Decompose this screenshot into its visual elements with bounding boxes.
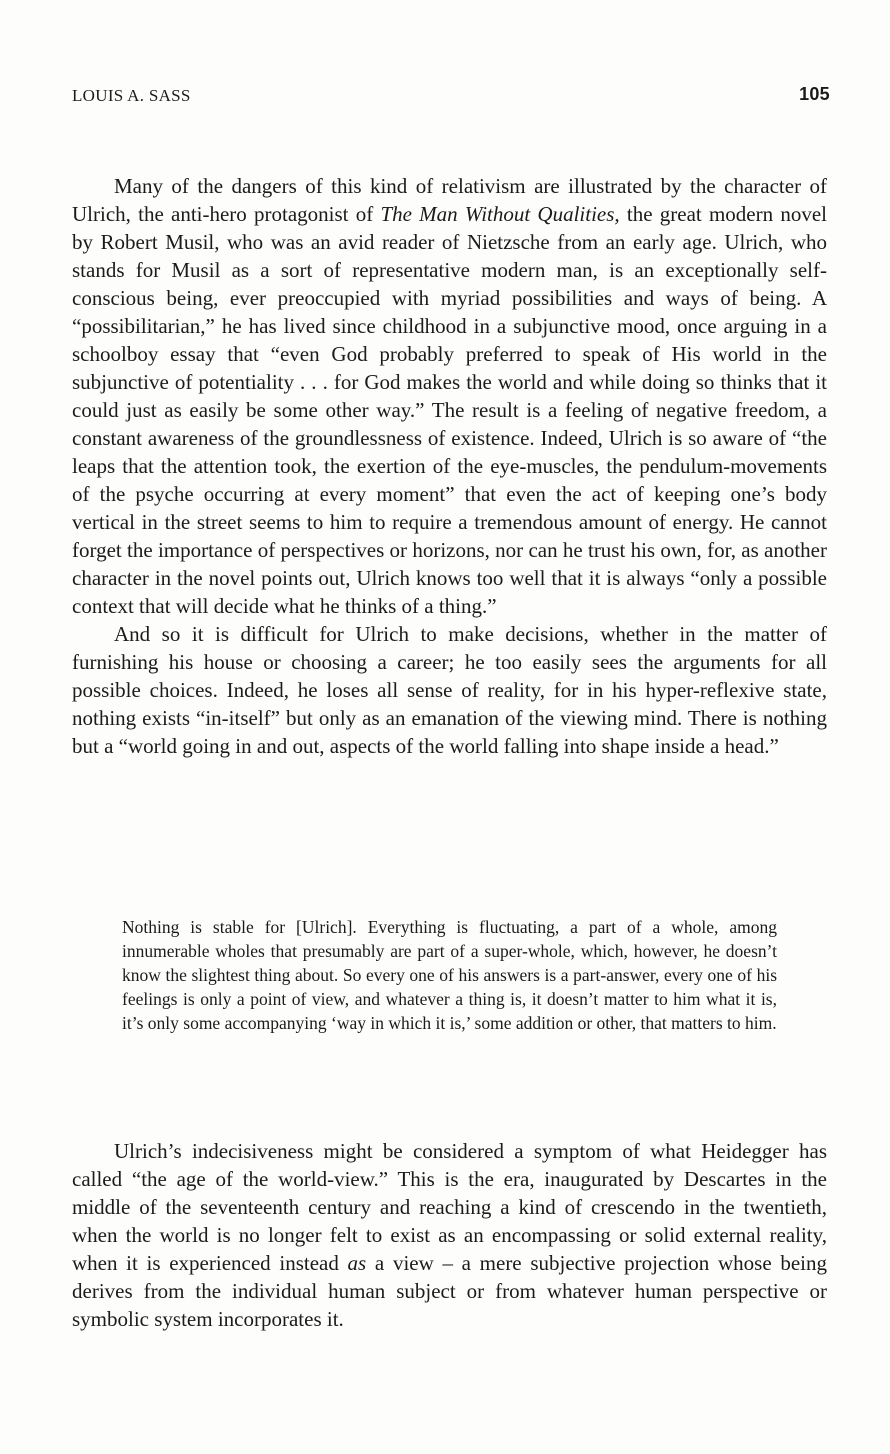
main-text-bottom xyxy=(72,1137,827,1333)
novel-title: The Man Without Qualities, xyxy=(380,202,620,226)
italic-as: as xyxy=(347,1251,367,1275)
paragraph-1 xyxy=(72,172,827,620)
paragraph-1-text-b: the great modern novel by Robert Musil, who was an avid reader of Nietzsche from an early age. Ulrich, who stands for Musil as a sort of representative modern man, is an exceptionally self-conscious being, ever preoccupied with myriad possibilities and ways of being. A “possibilitarian,” he has lived since childhood in a subjunctive mood, once arguing in a schoolboy essay that “even God probably preferred to speak of His world in the subjunctive of potentiality . . . for God makes the world and while doing so thinks that it could just as easily be some other way.” The result is a feeling of negative freedom, a constant awareness of the groundlessness of existence. Indeed, Ulrich is so aware of “the leaps that the attention took, the exertion of the eye-muscles, the pendulum-movements of the psyche occurring at every moment” that even the act of keeping one’s body vertical in the street seems to him to require a tremendous amount of energy. He cannot forget the importance of perspectives or horizons, nor can he trust his own, for, as another character in the novel points out, Ulrich knows too well that it is always “only a possible context that will decide what he thinks of a thing.” xyxy=(72,202,827,618)
running-head-author: LOUIS A. SASS xyxy=(72,86,191,105)
paragraph-2: And so it is difficult for Ulrich to make decisions, whether in the matter of furnishing his house or choosing a career; he too easily sees the arguments for all possible choices. Indeed, he loses all sense of reality, for in his hyper-reflexive state, nothing exists “in-itself” but only as an emanation of the viewing mind. There is nothing but a “world going in and out, aspects of the world falling into shape inside a head.” xyxy=(72,622,827,758)
paragraph-3-text-b: a view – a mere subjective projection whose being derives from the individual human subject or from whatever human perspective or symbolic system incorporates it. xyxy=(72,1251,827,1331)
block-quote-text: Nothing is stable for [Ulrich]. Everything is fluctuating, a part of a whole, among innumerable wholes that presumably are part of a super-whole, which, however, he doesn’t know the slightest thing about. So every one of his answers is a part-answer, every one of his feelings is only a point of view, and whatever a thing is, it doesn’t matter to him what it is, it’s only some accompanying ‘way in which it is,’ some addition or other, that matters to him. xyxy=(122,917,777,1033)
main-text-top xyxy=(72,172,827,760)
running-head xyxy=(72,86,830,112)
paragraph-1-text-a: Many of the dangers of this kind of relativism are illustrated by the character of Ulrich, the anti-hero protagonist of xyxy=(72,174,827,226)
paragraph-3 xyxy=(72,1137,827,1333)
paragraph-3-text-a: Ulrich’s indecisiveness might be considered a symptom of what Heidegger has called “the age of the world-view.” This is the era, inaugurated by Descartes in the middle of the seventeenth century and reaching a kind of crescendo in the twentieth, when the world is no longer felt to exist as an encompassing or solid external reality, when it is experienced instead xyxy=(72,1139,827,1275)
block-quote xyxy=(122,915,777,1035)
page-number: 105 xyxy=(799,84,830,104)
